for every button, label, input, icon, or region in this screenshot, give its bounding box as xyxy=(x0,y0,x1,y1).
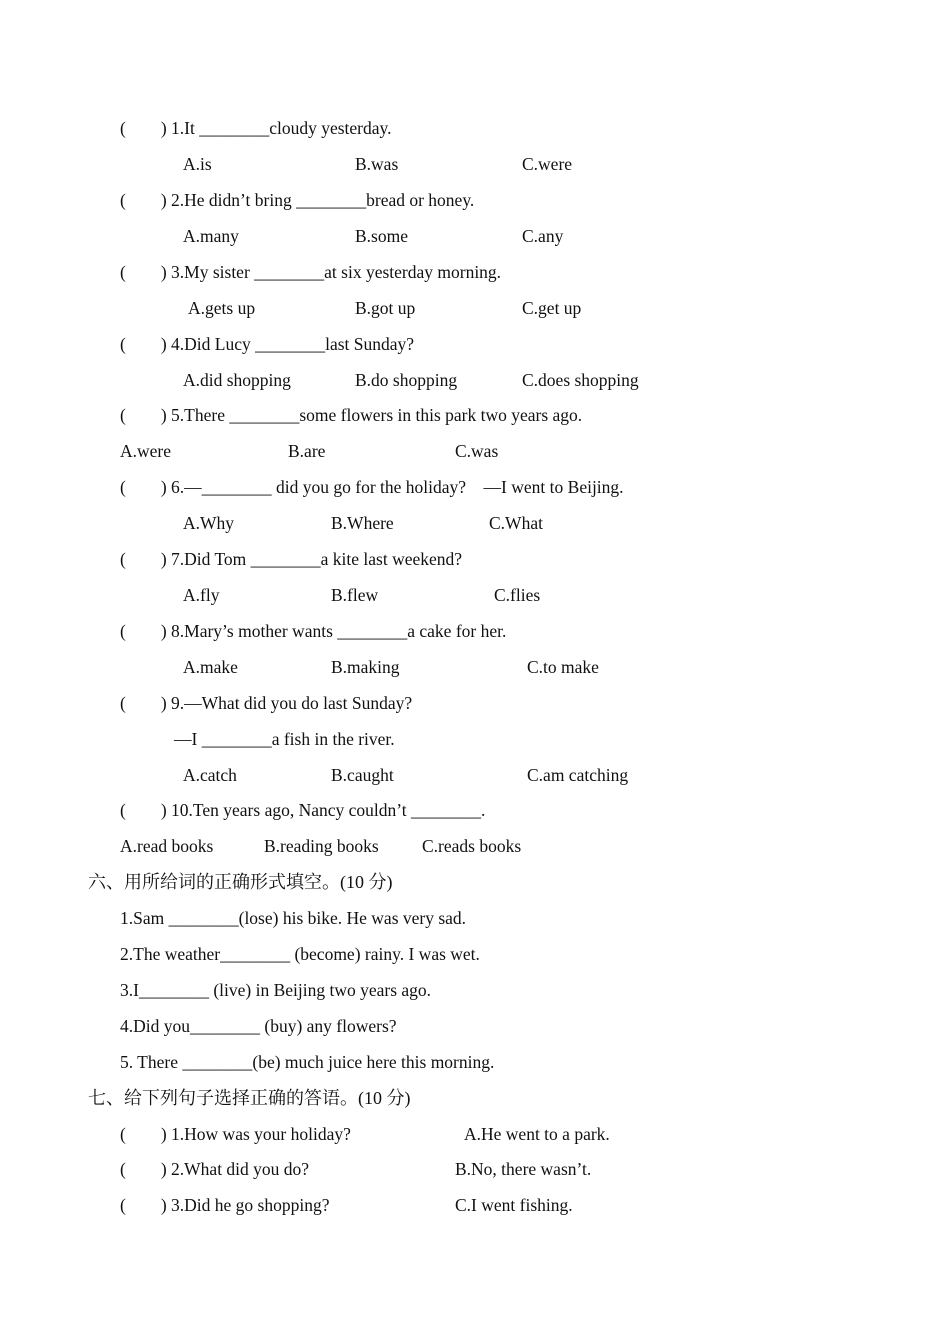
option-b: B.flew xyxy=(331,585,379,605)
question-stem: ( ) 2.He didn’t bring ________bread or honey. xyxy=(120,190,475,210)
question-stem: ( ) 5.There ________some flowers in this park two years ago. xyxy=(120,405,583,425)
option-c: C.to make xyxy=(527,657,599,677)
question-stem: ( ) 7.Did Tom ________a kite last weekend? xyxy=(120,549,463,569)
fill-item-5: 5. There ________(be) much juice here this morning. xyxy=(120,1052,495,1072)
question-stem: ( ) 10.Ten years ago, Nancy couldn’t ________. xyxy=(120,800,486,820)
option-a: A.many xyxy=(183,226,239,246)
match-answer-c: C.I went fishing. xyxy=(455,1195,573,1215)
section-points: (10 分) xyxy=(340,872,393,892)
section-points: (10 分) xyxy=(358,1088,411,1108)
question-stem: ( ) 6.—________ did you go for the holiday? —I went to Beijing. xyxy=(120,477,624,497)
section-title: 六、用所给词的正确形式填空。 xyxy=(88,872,340,893)
match-answer-a: A.He went to a park. xyxy=(464,1124,610,1144)
option-c: C.was xyxy=(455,441,499,461)
option-a: A.did shopping xyxy=(183,370,291,390)
option-c: C.any xyxy=(522,226,564,246)
option-b: B.caught xyxy=(331,765,394,785)
option-c: C.reads books xyxy=(422,836,522,856)
match-question-1: ( ) 1.How was your holiday? xyxy=(120,1124,351,1144)
question-stem: ( ) 9.—What did you do last Sunday? xyxy=(120,693,413,713)
option-a: A.make xyxy=(183,657,238,677)
option-a: A.were xyxy=(120,441,172,461)
section-7-heading xyxy=(88,1087,411,1110)
option-a: A.gets up xyxy=(188,298,256,318)
option-c: C.were xyxy=(522,154,573,174)
option-b: B.some xyxy=(355,226,408,246)
question-stem: ( ) 1.It ________cloudy yesterday. xyxy=(120,118,392,138)
option-c: C.flies xyxy=(494,585,541,605)
fill-item-3: 3.I________ (live) in Beijing two years ago. xyxy=(120,980,432,1000)
option-c: C.am catching xyxy=(527,765,629,785)
fill-item-4: 4.Did you________ (buy) any flowers? xyxy=(120,1016,397,1036)
option-a: A.is xyxy=(183,154,212,174)
option-a: A.fly xyxy=(183,585,220,605)
option-a: A.catch xyxy=(183,765,237,785)
option-b: B.got up xyxy=(355,298,416,318)
option-c: C.What xyxy=(489,513,543,533)
option-b: B.Where xyxy=(331,513,394,533)
question-stem: ( ) 8.Mary’s mother wants ________a cake for her. xyxy=(120,621,507,641)
option-c: C.get up xyxy=(522,298,582,318)
option-b: B.was xyxy=(355,154,399,174)
match-question-2: ( ) 2.What did you do? xyxy=(120,1159,310,1179)
option-b: B.are xyxy=(288,441,326,461)
option-a: A.read books xyxy=(120,836,214,856)
section-6-heading xyxy=(88,871,393,894)
option-c: C.does shopping xyxy=(522,370,639,390)
fill-item-1: 1.Sam ________(lose) his bike. He was very sad. xyxy=(120,908,467,928)
match-question-3: ( ) 3.Did he go shopping? xyxy=(120,1195,330,1215)
match-answer-b: B.No, there wasn’t. xyxy=(455,1159,592,1179)
question-stem: ( ) 4.Did Lucy ________last Sunday? xyxy=(120,334,415,354)
option-a: A.Why xyxy=(183,513,235,533)
option-b: B.making xyxy=(331,657,400,677)
question-stem-line-2: —I ________a fish in the river. xyxy=(174,729,395,749)
fill-item-2: 2.The weather________ (become) rainy. I was wet. xyxy=(120,944,480,964)
question-stem: ( ) 3.My sister ________at six yesterday morning. xyxy=(120,262,502,282)
section-title: 七、给下列句子选择正确的答语。 xyxy=(88,1088,358,1109)
option-b: B.do shopping xyxy=(355,370,458,390)
option-b: B.reading books xyxy=(264,836,379,856)
